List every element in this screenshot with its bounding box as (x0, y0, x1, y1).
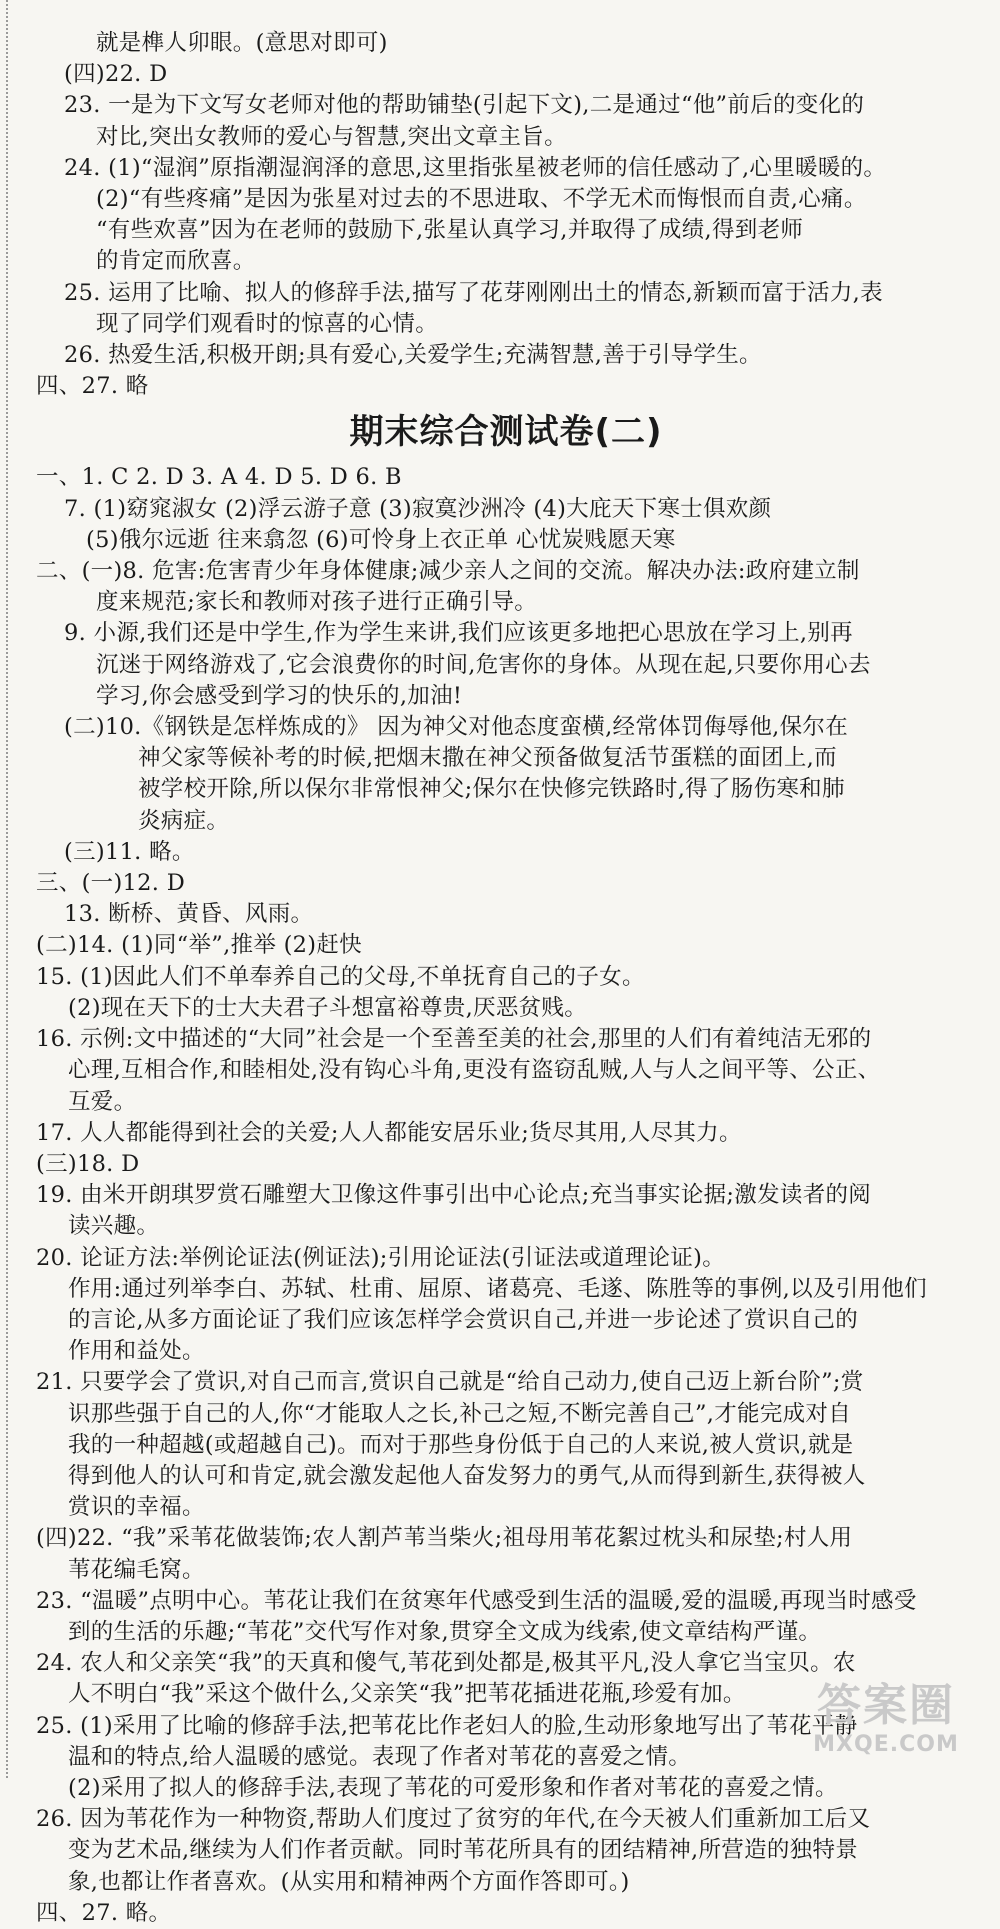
answer-line: 互爱。 (68, 1088, 137, 1115)
answer-line: (5)俄尔远逝 往来翕忽 (6)可怜身上衣正单 心忧炭贱愿天寒 (86, 526, 676, 553)
answer-line: 16. 示例:文中描述的“大同”社会是一个至善至美的社会,那里的人们有着纯洁无邪的 (36, 1026, 872, 1053)
answer-line: 9. 小源,我们还是中学生,作为学生来讲,我们应该更多地把心思放在学习上,别再 (64, 620, 853, 647)
answer-line: 7. (1)窈窕淑女 (2)浮云游子意 (3)寂寞沙洲冷 (4)大庇天下寒士俱欢颜 (64, 495, 772, 522)
answer-line: 变为艺术品,继续为人们作者贡献。同时苇花所具有的团结精神,所营造的独特景 (68, 1837, 859, 1864)
answer-line: “有些欢喜”因为在老师的鼓励下,张星认真学习,并取得了成绩,得到老师 (96, 217, 804, 244)
answer-line: 赏识的幸福。 (68, 1494, 205, 1521)
answer-line: (2)采用了拟人的修辞手法,表现了苇花的可爱形象和作者对苇花的喜爱之情。 (68, 1774, 838, 1801)
answer-line: 26. 因为苇花作为一种物资,帮助人们度过了贫穷的年代,在今天被人们重新加工后又 (36, 1806, 871, 1833)
answer-line: 作用和益处。 (68, 1338, 205, 1365)
answer-line: (二)10.《钢铁是怎样炼成的》 因为神父对他态度蛮横,经常体罚侮辱他,保尔在 (64, 714, 848, 741)
answer-line: 23. 一是为下文写女老师对他的帮助铺垫(引起下文),二是通过“他”前后的变化的 (64, 92, 865, 119)
answer-line: 24. 农人和父亲笑“我”的天真和傻气,苇花到处都是,极其平凡,没人拿它当宝贝。农 (36, 1650, 856, 1677)
answer-line: 被学校开除,所以保尔非常恨神父;保尔在快修完铁路时,得了肠伤寒和肺 (138, 776, 845, 803)
watermark-url: MXQE.COM (813, 1732, 959, 1757)
section-title: 期末综合测试卷(二) (349, 412, 663, 453)
answer-line: 温和的特点,给人温暖的感觉。表现了作者对苇花的喜爱之情。 (68, 1743, 692, 1770)
answer-line: (二)14. (1)同“举”,推举 (2)赶快 (36, 932, 362, 959)
answer-line: 的肯定而欣喜。 (96, 248, 256, 275)
answer-line: 23. “温暖”点明中心。苇花让我们在贫寒年代感受到生活的温暖,爱的温暖,再现当时感受 (36, 1587, 917, 1614)
answer-line: 神父家等候补考的时候,把烟末撒在神父预备做复活节蛋糕的面团上,而 (138, 745, 837, 772)
answer-line: (四)22. “我”采苇花做装饰;农人割芦苇当柴火;祖母用苇花絮过枕头和尿垫;村人用 (36, 1525, 853, 1552)
answer-line: 读兴趣。 (68, 1213, 160, 1240)
answer-line: 我的一种超越(或超越自己)。而对于那些身份低于自己的人来说,被人赏识,就是 (68, 1431, 854, 1458)
site-watermark (786, 1680, 986, 1768)
answer-line: 象,也都让作者喜欢。(从实用和精神两个方面作答即可。) (68, 1868, 630, 1895)
answer-line: 四、27. 略。 (36, 1899, 172, 1926)
answer-line: 四、27. 略 (36, 373, 149, 400)
answer-line: 13. 断桥、黄昏、风雨。 (64, 901, 314, 928)
answer-line: (三)11. 略。 (64, 838, 195, 865)
answer-line: 对比,突出女教师的爱心与智慧,突出文章主旨。 (96, 123, 567, 150)
answer-line: 三、(一)12. D (36, 870, 186, 897)
answer-line: 人不明白“我”采这个做什么,父亲笑“我”把苇花插进花瓶,珍爱有加。 (68, 1681, 746, 1708)
answer-line: 17. 人人都能得到社会的关爱;人人都能安居乐业;货尽其用,人尽其力。 (36, 1119, 742, 1146)
answer-line: 作用:通过列举李白、苏轼、杜甫、屈原、诸葛亮、毛遂、陈胜等的事例,以及引用他们 (68, 1275, 927, 1302)
answer-line: 度来规范;家长和教师对孩子进行正确引导。 (96, 589, 538, 616)
answer-line: 沉迷于网络游戏了,它会浪费你的时间,危害你的身体。从现在起,只要你用心去 (96, 651, 871, 678)
answer-line: 二、(一)8. 危害:危害青少年身体健康;减少亲人之间的交流。解决办法:政府建立制 (36, 558, 860, 585)
answer-line: 学习,你会感受到学习的快乐的,加油! (96, 682, 463, 709)
answer-line: (2)“有些疼痛”是因为张星对过去的不思进取、不学无术而悔恨而自责,心痛。 (96, 186, 867, 213)
answer-line: 24. (1)“湿润”原指潮湿润泽的意思,这里指张星被老师的信任感动了,心里暖暖的。 (64, 154, 887, 181)
answer-line: 就是榫人卯眼。(意思对即可) (96, 30, 388, 56)
answer-line: 炎病症。 (138, 807, 230, 834)
answer-page (36, 28, 976, 1929)
answer-line: 26. 热爱生活,积极开朗;具有爱心,关爱学生;充满智慧,善于引导学生。 (64, 342, 762, 369)
watermark-logo-text: 答案圈 (817, 1680, 955, 1731)
answer-line: 苇花编毛窝。 (68, 1556, 205, 1583)
answer-line: 15. (1)因此人们不单奉养自己的父母,不单抚育自己的子女。 (36, 963, 645, 990)
answer-line: (四)22. D (64, 61, 168, 88)
answer-line: 20. 论证方法:举例论证法(例证法);引用论证法(引证法或道理论证)。 (36, 1244, 726, 1271)
answer-line: 到的生活的乐趣;“苇花”交代写作对象,贯穿全文成为线索,使文章结构严谨。 (68, 1618, 822, 1645)
answer-line: 的言论,从多方面论证了我们应该怎样学会赏识自己,并进一步论述了赏识自己的 (68, 1306, 859, 1333)
answer-line: 识那些强于自己的人,你“才能取人之长,补己之短,不断完善自己”,才能完成对自 (68, 1400, 852, 1427)
answer-line: 心理,互相合作,和睦相处,没有钩心斗角,更没有盗窃乱贼,人与人之间平等、公正、 (68, 1057, 881, 1084)
binding-margin-dots (6, 0, 8, 1778)
answer-line: (三)18. D (36, 1150, 140, 1177)
answer-line: 现了同学们观看时的惊喜的心情。 (96, 310, 439, 337)
answer-line: 19. 由米开朗琪罗赏石雕塑大卫像这件事引出中心论点;充当事实论据;激发读者的阅 (36, 1182, 872, 1209)
answer-line: 25. 运用了比喻、拟人的修辞手法,描写了花芽刚刚出土的情态,新颖而富于活力,表 (64, 279, 883, 306)
answer-line: 得到他人的认可和肯定,就会激发起他人奋发努力的勇气,从而得到新生,获得被人 (68, 1462, 866, 1489)
answer-line: (2)现在天下的士大夫君子斗想富裕尊贵,厌恶贫贱。 (68, 994, 588, 1021)
answer-line: 21. 只要学会了赏识,对自己而言,赏识自己就是“给自己动力,使自己迈上新台阶”;赏 (36, 1369, 864, 1396)
answer-line: 25. (1)采用了比喻的修辞手法,把苇花比作老妇人的脸,生动形象地写出了苇花平静 (36, 1712, 858, 1739)
answer-line: 一、1. C 2. D 3. A 4. D 5. D 6. B (36, 464, 402, 491)
